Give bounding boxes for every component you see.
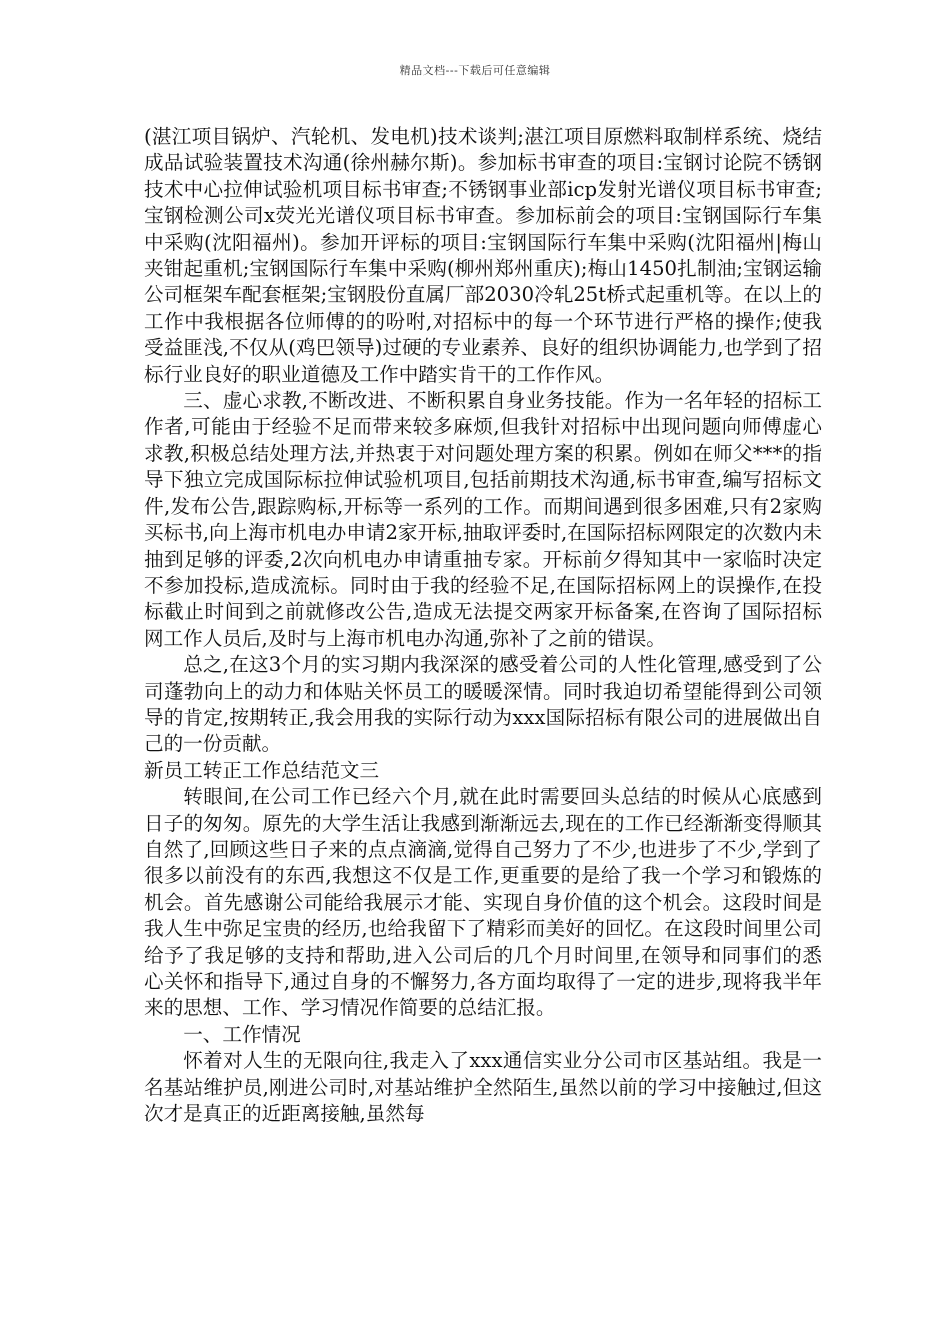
paragraph-work-status: 怀着对人生的无限向往,我走入了xxx通信实业分公司市区基站组。我是一名基站维护员,刚进公司时,对基站维护全然陌生,虽然以前的学习中接触过,但这次才是真正的近距离接触,虽然每 — [144, 1049, 822, 1126]
paragraph-intro: 转眼间,在公司工作已经六个月,就在此时需要回头总结的时候从心底感到日子的匆匆。原先的大学生活让我感到渐渐远去,现在的工作已经渐渐变得顺其自然了,回顾这些日子来的点点滴滴,觉得自己努力了不少,也进步了不少,学到了很多以前没有的东西,我想这不仅是工作,更重要的是给了我一个学习和锻炼的机会。首先感谢公司能给我展示才能、实现自身价值的这个机会。这段时间是我人生中弥足宝贵的经历,也给我留下了精彩而美好的回忆。在这段时间里公司给予了我足够的支持和帮助,进入公司后的几个月时间里,在领导和同事们的悉心关怀和指导下,通过自身的不懈努力,各方面均取得了一定的进步,现将我半年来的思想、工作、学习情况作简要的总结汇报。 — [144, 785, 822, 1020]
subheading-work-status: 一、工作情况 — [183, 1022, 301, 1046]
page-header: 精品文档---下载后可任意编辑 — [399, 64, 551, 77]
section-title: 新员工转正工作总结范文三 — [144, 758, 380, 782]
paragraph-work-list: (湛江项目锅炉、汽轮机、发电机)技术谈判;湛江项目原燃料取制样系统、烧结成品试验装置技术沟通(徐州赫尔斯)。参加标书审查的项目:宝钢讨论院不锈钢技术中心拉伸试验机项目标书审查;不锈钢事业部icp发射光谱仪项目标书审查;宝钢检测公司x荧光光谱仪项目标书审查。参加标前会的项目:宝钢国际行车集中采购(沈阳福州)。参加开评标的项目:宝钢国际行车集中采购(沈阳福州|梅山夹钳起重机;宝钢国际行车集中采购(柳州郑州重庆);梅山1450扎制油;宝钢运输公司框架车配套框架;宝钢股份直属厂部2030冷轧25t桥式起重机等。在以上的工作中我根据各位师傅的的吩咐,对招标中的每一个环节进行严格的操作;使我受益匪浅,不仅从(鸡巴领导)过硬的专业素养、良好的组织协调能力,也学到了招标行业良好的职业道德及工作中踏实肯干的工作作风。 — [144, 125, 822, 386]
document-body — [144, 124, 822, 1127]
paragraph-conclusion: 总之,在这3个月的实习期内我深深的感受着公司的人性化管理,感受到了公司蓬勃向上的动力和体贴关怀员工的暖暖深情。同时我迫切希望能得到公司领导的肯定,按期转正,我会用我的实际行动为xxx国际招标有限公司的进展做出自己的一份贡献。 — [144, 653, 822, 756]
paragraph-section-three: 三、虚心求教,不断改进、不断积累自身业务技能。作为一名年轻的招标工作者,可能由于经验不足而带来较多麻烦,但我针对招标中出现问题向师傅虚心求教,积极总结处理方法,并热衷于对问题处理方案的积累。例如在师父***的指导下独立完成国际标拉伸试验机项目,包括前期技术沟通,标书审查,编写招标文件,发布公告,跟踪购标,开标等一系列的工作。而期间遇到很多困难,只有2家购买标书,向上海市机电办申请2家开标,抽取评委时,在国际招标网限定的次数内未抽到足够的评委,2次向机电办申请重抽专家。开标前夕得知其中一家临时决定不参加投标,造成流标。同时由于我的经验不足,在国际招标网上的误操作,在投标截止时间到之前就修改公告,造成无法提交两家开标备案,在咨询了国际招标网工作人员后,及时与上海市机电办沟通,弥补了之前的错误。 — [144, 389, 822, 650]
